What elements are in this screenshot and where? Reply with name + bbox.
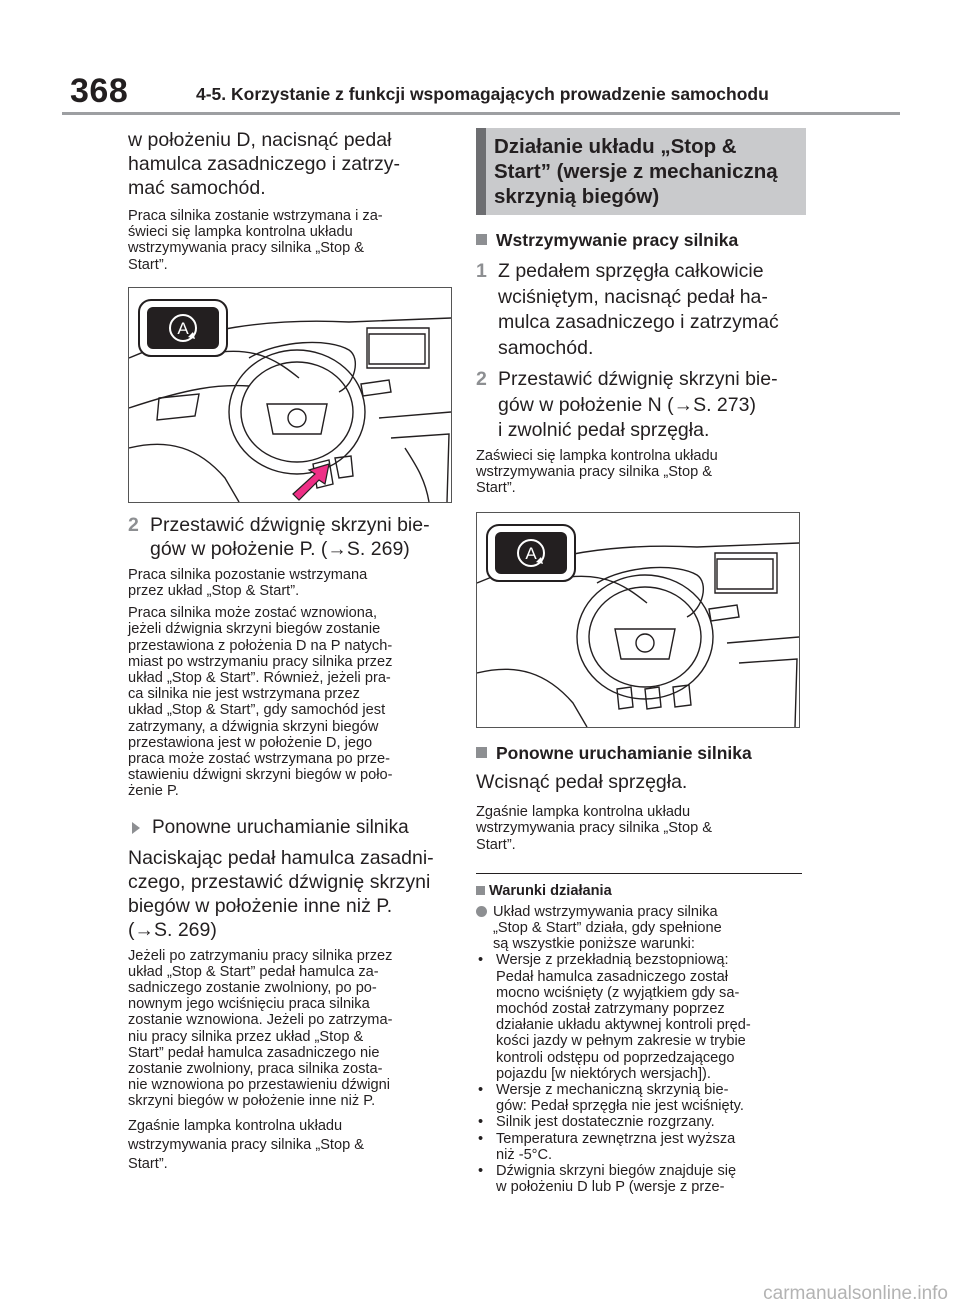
- left-step-2: 2 Przestawić dźwignię skrzyni bie- gów w położenie P. (→S. 269): [128, 513, 430, 560]
- condition-item: • Wersje z mechaniczną skrzynią bie- gów: Pedał sprzęgła nie jest wciśnięty.: [478, 1081, 744, 1115]
- circle-bullet-icon: [476, 906, 487, 917]
- right-restart-heading: Ponowne uruchamianie silnika: [476, 742, 806, 764]
- page-number: 368: [70, 72, 129, 110]
- note-right-indicator-on: Zaświeci się lampka kontrolna układu wstrzymywania pracy silnika „Stop & Start”.: [476, 447, 718, 496]
- section-divider: [476, 873, 802, 874]
- right-restart-text: Wcisnąć pedał sprzęgła.: [476, 771, 688, 794]
- small-square-bullet-icon: [476, 886, 485, 895]
- right-step-2: 2 Przestawić dźwignię skrzyni bie- gów w położenie N (→S. 273) i zwolnić pedał sprzęgła.: [476, 368, 778, 441]
- square-bullet-icon: [476, 747, 487, 758]
- note-engine-resume: Praca silnika może zostać wznowiona, jeżeli dźwignia skrzyni biegów zostanie przestawiona z położenia D na P natych- miast po wstrzymaniu pracy silnika przez układ „Stop & Start”. Również, jeżeli pra- ca silnika nie jest wstrzymana przez układ „Stop & Start”, gdy samochód jest zatrzymany, a dźwignia skrzyni biegów przestawiona jest w położenie D, jego praca może zostać wstrzymana po prze- stawieniu dźwigni skrzyni biegów w poło- żenie P.: [128, 605, 393, 800]
- square-bullet-icon: [476, 234, 487, 245]
- section-title: Działanie układu „Stop & Start” (wersje z mechaniczną skrzynią biegów): [476, 128, 806, 215]
- dashboard-illustration: [129, 288, 451, 502]
- intro-text: w położeniu D, nacisnąć pedał hamulca zasadniczego i zatrzy- mać samochód.: [128, 129, 401, 199]
- restart-heading: Ponowne uruchamianie silnika: [128, 816, 458, 840]
- conditions-heading: Warunki działania: [476, 882, 806, 900]
- stop-heading: Wstrzymywanie pracy silnika: [476, 229, 806, 251]
- condition-item: • Silnik jest dostatecznie rozgrzany.: [478, 1114, 715, 1131]
- header-rule: [62, 112, 900, 115]
- condition-item: • Temperatura zewnętrzna jest wyższa niż -5°C.: [478, 1130, 736, 1163]
- condition-item: • Dźwignia skrzyni biegów znajduje się w położeniu D lub P (wersje z prze-: [478, 1162, 737, 1196]
- figure-brake-pedal: [128, 287, 452, 503]
- right-column: [476, 128, 806, 1195]
- dashboard-illustration-manual: [477, 513, 799, 727]
- press-arrow-icon: [293, 464, 329, 500]
- triangle-bullet-icon: [132, 822, 140, 834]
- note-brake-release: Jeżeli po zatrzymaniu pracy silnika przez układ „Stop & Start” pedał hamulca za- sadniczego zostanie zwolniony, po po- nownym jego wciśnięciu praca silnika zostanie wznowiona. Jeżeli po zatrzyma- niu pracy silnika przez układ „Stop & Start” pedał hamulca zasadniczego nie zostanie zwolniony, praca silnika zosta- nie wznowiona po przestawieniu dźwigni skrzyni biegów w położenie inne niż P.: [128, 947, 393, 1110]
- chapter-title: 4-5. Korzystanie z funkcji wspomagających prowadzenie samochodu: [196, 84, 769, 104]
- indicator-letter: A: [525, 544, 537, 564]
- note-indicator-off: Zgaśnie lampka kontrolna układu wstrzymywania pracy silnika „Stop & Start”.: [128, 1117, 365, 1172]
- restart-instruction: Naciskając pedał hamulca zasadni- czego, przestawić dźwignię skrzyni biegów w położenie inne niż P. (→S. 269): [128, 846, 434, 941]
- note-stop-indicator: Praca silnika zostanie wstrzymana i za- świeci się lampka kontrolna układu wstrzymywania pracy silnika „Stop & Start”.: [128, 208, 383, 273]
- left-column: [128, 128, 458, 1174]
- conditions-intro: Układ wstrzymywania pracy silnika „Stop & Start” działa, gdy spełnione są wszystkie poniższe warunki:: [476, 904, 806, 953]
- figure-clutch-pedal: [476, 512, 800, 728]
- note-right-indicator-off: Zgaśnie lampka kontrolna układu wstrzymywania pracy silnika „Stop & Start”.: [476, 804, 713, 853]
- note-engine-stopped: Praca silnika pozostanie wstrzymana przez układ „Stop & Start”.: [128, 566, 368, 600]
- condition-item: • Wersje z przekładnią bezstopniową: Pedał hamulca zasadniczego został mocno wciśnięty (z wyjątkiem gdy sa- mochód został zatrzymany poprzez działanie układu aktywnej kontroli pręd- kości jazdy w pełnym zakresie w trybie kontroli odstępu od poprzedzającego pojazdu [w niektórych wersjach]).: [478, 952, 751, 1082]
- indicator-letter: A: [177, 318, 189, 338]
- right-step-1: 1 Z pedałem sprzęgła całkowicie wciśniętym, nacisnąć pedał ha- mulca zasadniczego i zatrzymać samochód.: [476, 260, 779, 359]
- watermark: carmanualsonline.info: [763, 1283, 948, 1304]
